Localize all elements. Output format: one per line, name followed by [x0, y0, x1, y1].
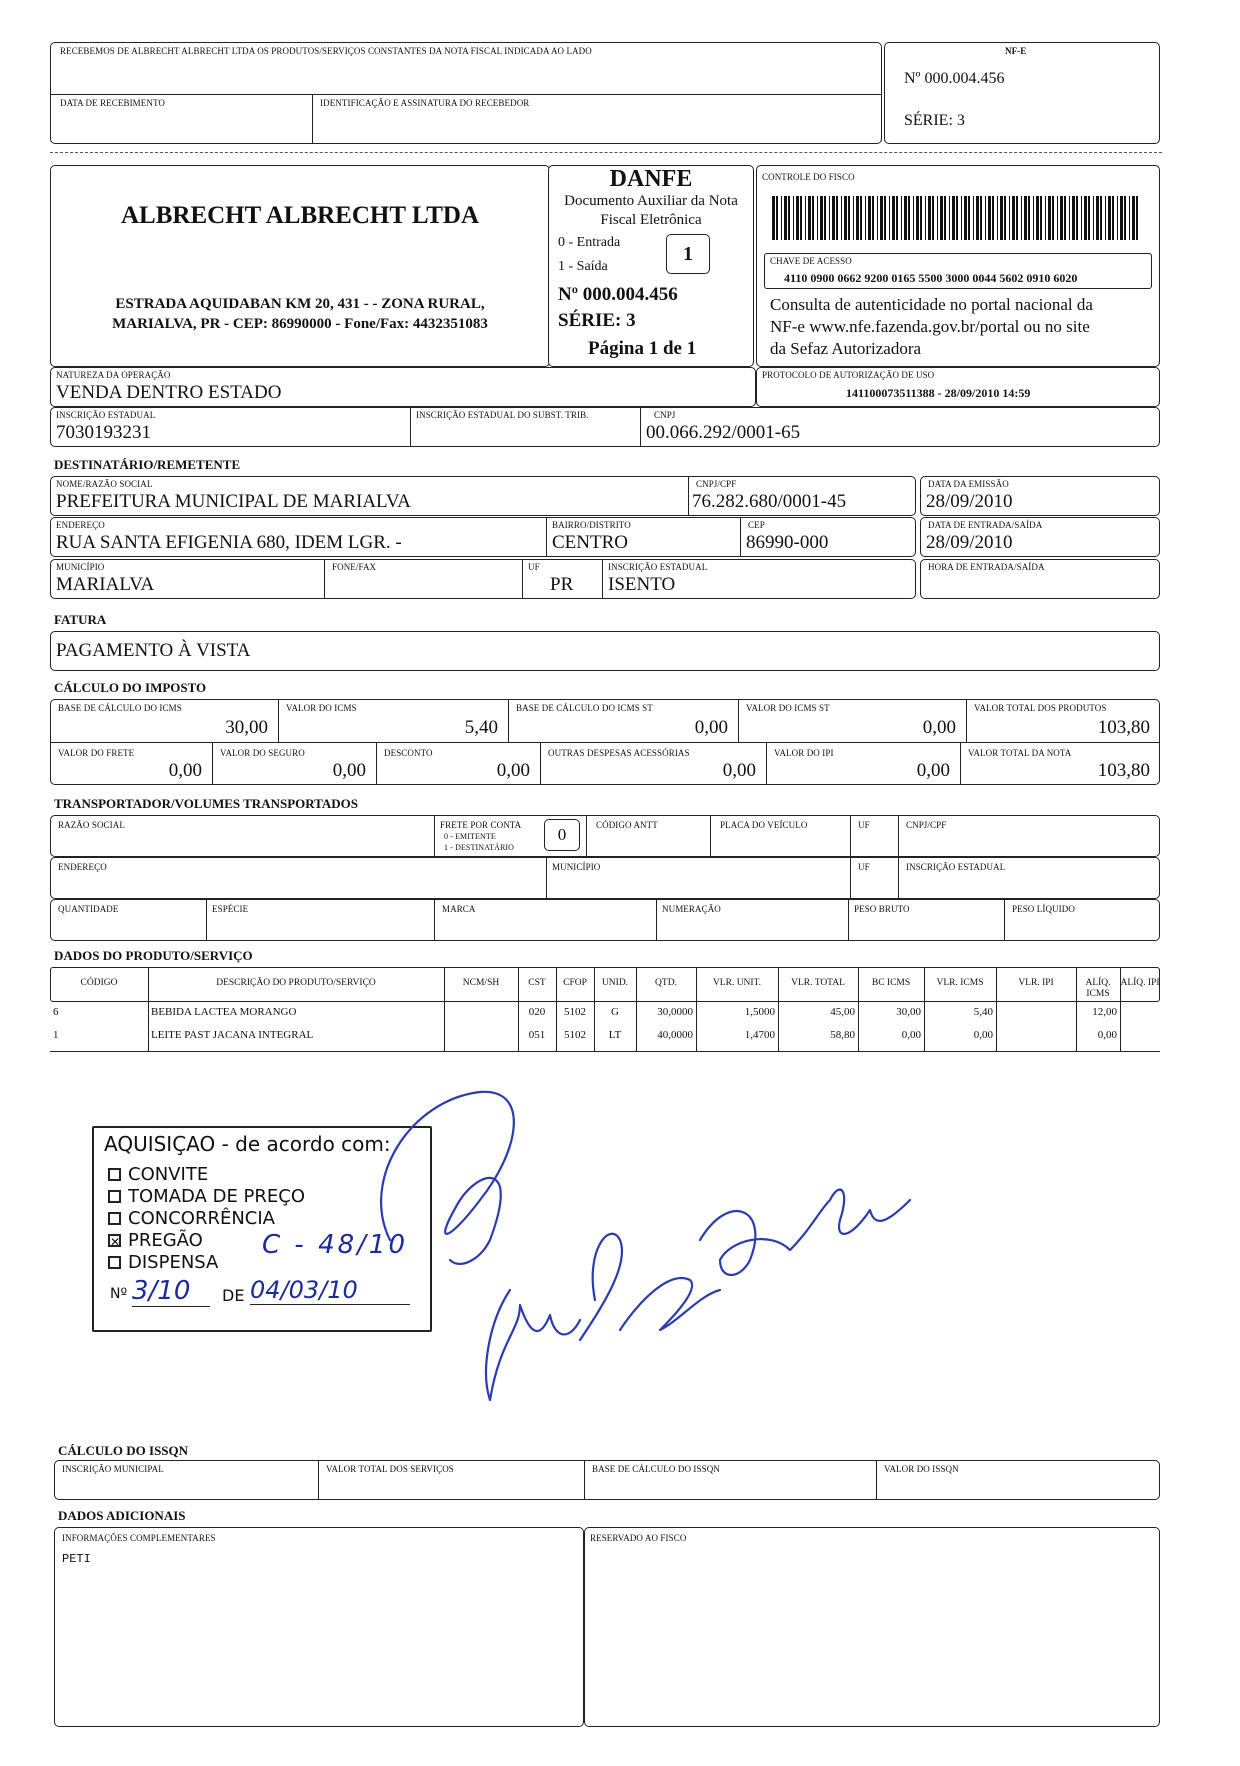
barcode-bar	[1108, 196, 1111, 240]
consulta-linha-3: da Sefaz Autorizadora	[770, 339, 922, 358]
dest-nome-label: NOME/RAZÃO SOCIAL	[56, 479, 153, 489]
barcode-bar	[841, 196, 842, 240]
barcode-bar	[952, 196, 955, 240]
barcode-bar	[1064, 196, 1066, 240]
natureza-label: NATUREZA DA OPERAÇÃO	[56, 370, 171, 380]
carimbo-de-label: DE	[222, 1286, 245, 1305]
danfe-pagina: Página 1 de 1	[588, 338, 697, 359]
dest-row3-divider-2	[522, 559, 523, 599]
produtos-header-cell: CFOP	[563, 978, 587, 988]
dest-endereco: RUA SANTA EFIGENIA 680, IDEM LGR. -	[56, 532, 402, 553]
imposto-r1-value: 0,00	[694, 717, 728, 738]
barcode-bar	[892, 196, 895, 240]
barcode-bar	[937, 196, 938, 240]
barcode-bar	[1136, 196, 1138, 240]
barcode-bar	[985, 196, 986, 240]
canhoto-recebemos-text: RECEBEMOS DE ALBRECHT ALBRECHT LTDA OS PRODUTOS/SERVIÇOS CONSTANTES DA NOTA FISCAL INDICADA AO LADO	[60, 46, 592, 56]
danfe-subtitle-1: Documento Auxiliar da Nota	[564, 193, 738, 209]
transp-r1-d1	[434, 815, 435, 857]
barcode-bar	[1105, 196, 1106, 240]
imposto-r1-label: BASE DE CÁLCULO DO ICMS	[58, 703, 182, 713]
barcode-bar	[1081, 196, 1082, 240]
ie-value: 7030193231	[56, 422, 151, 443]
consulta-linha-2: NF-e www.nfe.fazenda.gov.br/portal ou no site	[770, 317, 1090, 336]
canhoto-box	[50, 42, 882, 144]
section-issqn: CÁLCULO DO ISSQN	[58, 1443, 189, 1458]
barcode-bar	[1076, 196, 1078, 240]
canhoto-identificacao-label: IDENTIFICAÇÃO E ASSINATURA DO RECEBEDOR	[320, 98, 530, 108]
controle-fisco-label: CONTROLE DO FISCO	[762, 172, 855, 182]
barcode-bar	[920, 196, 922, 240]
barcode-bar	[1033, 196, 1034, 240]
barcode-bar	[980, 196, 982, 240]
produtos-header-cell: CÓDIGO	[80, 978, 118, 988]
info-complementares-label: INFORMAÇÕES COMPLEMENTARES	[62, 1533, 216, 1543]
barcode-bar	[904, 196, 907, 240]
barcode-bar	[1124, 196, 1126, 240]
dest-endereco-label: ENDEREÇO	[56, 520, 105, 530]
produtos-header-cell: VLR. TOTAL	[791, 978, 845, 988]
emitente-box	[50, 165, 550, 367]
imposto-r1-label: BASE DE CÁLCULO DO ICMS ST	[516, 703, 653, 713]
protocolo-label: PROTOCOLO DE AUTORIZAÇÃO DE USO	[762, 370, 935, 380]
produtos-cell: 58,80	[830, 1029, 855, 1041]
natureza-value: VENDA DENTRO ESTADO	[56, 382, 282, 403]
barcode-bar	[925, 196, 926, 240]
imposto-r2-value: 0,00	[722, 760, 756, 781]
barcode-bar	[865, 196, 866, 240]
dest-bairro: CENTRO	[552, 532, 628, 553]
emitente-endereco-2: MARIALVA, PR - CEP: 86990000 - Fone/Fax: 4432351083	[112, 316, 488, 332]
produtos-cell: 5102	[564, 1029, 586, 1041]
dest-row2-divider-2	[740, 517, 741, 557]
barcode-bar	[776, 196, 778, 240]
chave-label: CHAVE DE ACESSO	[770, 256, 852, 266]
barcode-bar	[877, 196, 878, 240]
barcode-bar	[832, 196, 835, 240]
imposto-r1-label: VALOR DO ICMS ST	[746, 703, 830, 713]
issqn-label: VALOR DO ISSQN	[884, 1464, 959, 1474]
barcode-bar	[968, 196, 970, 240]
ie-divider-1	[410, 407, 411, 447]
danfe-tipo-box: 1	[666, 234, 710, 274]
transp-endereco-label: ENDEREÇO	[58, 862, 107, 872]
produtos-cell: BEBIDA LACTEA MORANGO	[151, 1006, 297, 1018]
cut-line	[50, 152, 1162, 153]
issqn-label: BASE DE CÁLCULO DO ISSQN	[592, 1464, 720, 1474]
transp-r3-d2	[434, 899, 435, 941]
barcode-bar	[1000, 196, 1003, 240]
produtos-cell: 1	[53, 1029, 59, 1041]
dest-row1-divider	[688, 476, 689, 516]
dest-uf: PR	[550, 574, 574, 595]
barcode-bar	[976, 196, 979, 240]
barcode-bar	[932, 196, 934, 240]
produtos-cell: 020	[528, 1006, 546, 1018]
dest-hora-label: HORA DE ENTRADA/SAÍDA	[928, 562, 1045, 572]
barcode-bar	[772, 196, 775, 240]
ie-st-label: INSCRIÇÃO ESTADUAL DO SUBST. TRIB.	[416, 410, 589, 420]
produtos-header-cell: NCM/SH	[462, 978, 500, 988]
barcode-bar	[1028, 196, 1030, 240]
produtos-cell: 30,0000	[657, 1006, 693, 1018]
imposto-r2-label: DESCONTO	[384, 748, 433, 758]
barcode-bar	[956, 196, 958, 240]
transp-peso-bruto-label: PESO BRUTO	[854, 904, 910, 914]
section-imposto: CÁLCULO DO IMPOSTO	[54, 680, 207, 695]
issqn-label: INSCRIÇÃO MUNICIPAL	[62, 1464, 164, 1474]
barcode-bar	[1084, 196, 1087, 240]
dest-row3-divider-1	[324, 559, 325, 599]
dest-cnpj-label: CNPJ/CPF	[696, 479, 737, 489]
barcode-bar	[928, 196, 931, 240]
signature-scribble	[370, 1090, 1010, 1450]
barcode-bar	[1069, 196, 1070, 240]
barcode-bar	[916, 196, 919, 240]
cnpj-emitente-value: 00.066.292/0001-65	[646, 422, 801, 443]
reservado-fisco-box	[584, 1527, 1160, 1727]
canhoto-numero: Nº 000.004.456	[904, 70, 1005, 87]
barcode-bar	[896, 196, 898, 240]
barcode-bar	[1048, 196, 1051, 240]
transp-r2-d1	[546, 857, 547, 899]
dest-row3-divider-3	[602, 559, 603, 599]
transp-uf-label: UF	[858, 820, 870, 830]
carimbo-opcao-label: CONCORRÊNCIA	[128, 1208, 275, 1229]
produtos-cell: 6	[53, 1006, 59, 1018]
barcode-bar	[1132, 196, 1135, 240]
barcode-bar	[781, 196, 782, 240]
barcode-bar	[1088, 196, 1090, 240]
barcode-bar	[853, 196, 854, 240]
produtos-cell: 0,00	[901, 1029, 921, 1041]
produtos-cell: 12,00	[1092, 1006, 1117, 1018]
transp-peso-liquido-label: PESO LÍQUIDO	[1012, 904, 1075, 914]
issqn-divider	[584, 1460, 585, 1500]
barcode-bar	[1100, 196, 1102, 240]
transp-r3-d3	[656, 899, 657, 941]
transp-r3-d5	[1004, 899, 1005, 941]
barcode-bar	[997, 196, 998, 240]
transp-frete-label: FRETE POR CONTA	[440, 820, 522, 830]
danfe-entrada: 0 - Entrada	[558, 235, 621, 250]
imposto-r2-label: OUTRAS DESPESAS ACESSÓRIAS	[548, 748, 690, 758]
carimbo-opcao-label: CONVITE	[128, 1164, 209, 1185]
danfe-subtitle-2: Fiscal Eletrônica	[600, 212, 702, 228]
produtos-cell: 051	[528, 1029, 546, 1041]
imposto-r2-value: 0,00	[496, 760, 530, 781]
barcode-bar	[1120, 196, 1123, 240]
dest-row2-divider-1	[546, 517, 547, 557]
barcode-bar	[884, 196, 886, 240]
barcode-bar	[829, 196, 830, 240]
protocolo-value: 141100073511388 - 28/09/2010 14:59	[846, 386, 1031, 400]
barcode-bar	[844, 196, 847, 240]
barcode-bar	[1117, 196, 1118, 240]
section-produtos: DADOS DO PRODUTO/SERVIÇO	[54, 948, 253, 963]
barcode-bar	[949, 196, 950, 240]
danfe-serie: SÉRIE: 3	[558, 310, 636, 331]
barcode-bar	[784, 196, 787, 240]
barcode-bar	[860, 196, 862, 240]
imposto-r2-value: 0,00	[916, 760, 950, 781]
barcode-bar	[856, 196, 859, 240]
transp-frete-opt1: 1 - DESTINATÁRIO	[444, 843, 515, 852]
canhoto-data-recebimento-label: DATA DE RECEBIMENTO	[60, 98, 166, 108]
produtos-cell: 1,4700	[744, 1029, 775, 1041]
carimbo-checkbox	[108, 1168, 121, 1181]
imposto-r1-label: VALOR TOTAL DOS PRODUTOS	[974, 703, 1107, 713]
dest-uf-label: UF	[528, 562, 540, 572]
barcode-bar	[1045, 196, 1046, 240]
section-transportador: TRANSPORTADOR/VOLUMES TRANSPORTADOS	[54, 796, 359, 811]
barcode	[772, 196, 1142, 240]
fatura-valor: PAGAMENTO À VISTA	[56, 640, 251, 661]
produtos-cell: 1,5000	[744, 1006, 775, 1018]
imposto-r1-label: VALOR DO ICMS	[286, 703, 357, 713]
carimbo-checkbox	[108, 1212, 121, 1225]
barcode-bar	[1093, 196, 1094, 240]
barcode-bar	[1096, 196, 1099, 240]
reservado-fisco-label: RESERVADO AO FISCO	[590, 1533, 687, 1543]
produtos-header-cell: ALÍQ. ICMS	[1085, 978, 1111, 999]
barcode-bar	[944, 196, 946, 240]
ie-label: INSCRIÇÃO ESTADUAL	[56, 410, 156, 420]
emitente-nome: ALBRECHT ALBRECHT LTDA	[121, 202, 479, 229]
barcode-bar	[1016, 196, 1018, 240]
barcode-bar	[793, 196, 794, 240]
canhoto-serie: SÉRIE: 3	[904, 112, 965, 129]
danfe-numero: Nº 000.004.456	[558, 284, 678, 305]
carimbo-opcao-label: DISPENSA	[128, 1252, 219, 1273]
produtos-header-cell: CST	[528, 978, 546, 988]
imposto-r2-label: VALOR DO FRETE	[58, 748, 135, 758]
transp-uf2-label: UF	[858, 862, 870, 872]
imposto-r2-value: 103,80	[1097, 760, 1150, 781]
dest-cep-label: CEP	[748, 520, 765, 530]
transp-ie-label: INSCRIÇÃO ESTADUAL	[906, 862, 1006, 872]
imposto-r2-value: 0,00	[332, 760, 366, 781]
barcode-bar	[788, 196, 790, 240]
barcode-bar	[1052, 196, 1054, 240]
chave-acesso: 4110 0900 0662 9200 0165 5500 3000 0044 5602 0910 6020	[784, 271, 1078, 285]
info-complementares-box	[54, 1527, 584, 1727]
section-fatura: FATURA	[54, 612, 107, 627]
barcode-bar	[908, 196, 910, 240]
imposto-r2-value: 0,00	[168, 760, 202, 781]
imposto-r1-value: 103,80	[1097, 717, 1150, 738]
produtos-cell: 40,0000	[657, 1029, 693, 1041]
barcode-bar	[812, 196, 814, 240]
carimbo-data: 04/03/10	[250, 1276, 410, 1305]
barcode-bar	[1024, 196, 1027, 240]
transp-r2-d2	[850, 857, 851, 899]
transp-r1-d5	[898, 815, 899, 857]
consulta-linha-1: Consulta de autenticidade no portal nacional da	[770, 295, 1093, 314]
barcode-bar	[1040, 196, 1042, 240]
dest-emissao: 28/09/2010	[926, 491, 1013, 512]
dest-emissao-label: DATA DA EMISSÃO	[928, 479, 1009, 489]
produtos-cell: G	[611, 1006, 619, 1018]
issqn-label: VALOR TOTAL DOS SERVIÇOS	[326, 1464, 454, 1474]
barcode-bar	[901, 196, 902, 240]
barcode-bar	[808, 196, 811, 240]
transp-frete-box: 0	[544, 819, 580, 851]
barcode-bar	[1072, 196, 1075, 240]
imposto-r1-value: 0,00	[922, 717, 956, 738]
carimbo-titulo: AQUISIÇAO - de acordo com:	[104, 1132, 391, 1156]
transp-especie-label: ESPÉCIE	[212, 904, 249, 914]
barcode-bar	[889, 196, 890, 240]
barcode-bar	[1060, 196, 1063, 240]
imposto-r2-label: VALOR DO IPI	[774, 748, 834, 758]
transp-municipio-label: MUNICÍPIO	[552, 862, 601, 872]
barcode-bar	[880, 196, 883, 240]
section-destinatario: DESTINATÁRIO/REMETENTE	[54, 457, 241, 472]
dest-municipio: MARIALVA	[56, 574, 155, 595]
barcode-bar	[1021, 196, 1022, 240]
dest-fone-label: FONE/FAX	[332, 562, 377, 572]
barcode-bar	[800, 196, 802, 240]
transp-r2-d3	[898, 857, 899, 899]
issqn-divider	[318, 1460, 319, 1500]
barcode-bar	[1004, 196, 1006, 240]
barcode-bar	[820, 196, 823, 240]
carimbo-opcao-label: PREGÃO	[128, 1230, 203, 1251]
produtos-cell: 5,40	[973, 1006, 993, 1018]
transp-cnpj-label: CNPJ/CPF	[906, 820, 947, 830]
dest-ie: ISENTO	[608, 574, 676, 595]
barcode-bar	[848, 196, 850, 240]
barcode-bar	[940, 196, 943, 240]
dest-cnpj: 76.282.680/0001-45	[692, 491, 847, 512]
dest-municipio-label: MUNICÍPIO	[56, 562, 105, 572]
danfe-title: DANFE	[609, 166, 693, 192]
carimbo-checkbox	[108, 1256, 121, 1269]
barcode-bar	[1009, 196, 1010, 240]
transp-quantidade-label: QUANTIDADE	[58, 904, 119, 914]
barcode-bar	[796, 196, 799, 240]
barcode-bar	[1112, 196, 1114, 240]
carimbo-checkbox	[108, 1190, 121, 1203]
transp-razao-label: RAZÃO SOCIAL	[58, 820, 125, 830]
info-complementares-value: PETI	[62, 1552, 91, 1566]
carimbo-opcao-label: TOMADA DE PREÇO	[128, 1186, 306, 1207]
barcode-bar	[964, 196, 967, 240]
produtos-header-cell: BC ICMS	[871, 978, 911, 988]
barcode-bar	[1036, 196, 1039, 240]
imposto-r1-value: 5,40	[464, 717, 498, 738]
transp-placa-label: PLACA DO VEÍCULO	[720, 820, 808, 830]
barcode-bar	[961, 196, 962, 240]
transp-frete-opt0: 0 - EMITENTE	[444, 832, 496, 841]
produtos-header-cell: QTD.	[655, 978, 677, 988]
transp-antt-label: CÓDIGO ANTT	[596, 820, 658, 830]
barcode-bar	[1012, 196, 1015, 240]
carimbo-numero-label: Nº	[110, 1286, 128, 1302]
produtos-cell: 5102	[564, 1006, 586, 1018]
barcode-bar	[824, 196, 826, 240]
barcode-bar	[1057, 196, 1058, 240]
barcode-bar	[868, 196, 871, 240]
transp-r1-d2	[586, 815, 587, 857]
barcode-bar	[836, 196, 838, 240]
dest-row3-main	[50, 559, 916, 599]
carimbo-checkbox: ✕	[110, 1235, 121, 1249]
canhoto-divider	[50, 94, 882, 95]
cnpj-emitente-label: CNPJ	[654, 410, 676, 420]
produtos-header-cell: VLR. IPI	[1018, 978, 1054, 988]
barcode-bar	[992, 196, 994, 240]
produtos-header-cell: DESCRIÇÃO DO PRODUTO/SERVIÇO	[216, 978, 376, 988]
barcode-bar	[988, 196, 991, 240]
imposto-r2-label: VALOR DO SEGURO	[220, 748, 305, 758]
issqn-divider	[876, 1460, 877, 1500]
dest-entrada-saida-label: DATA DE ENTRADA/SAÍDA	[928, 520, 1043, 530]
dest-bairro-label: BAIRRO/DISTRITO	[552, 520, 631, 530]
transp-r3-d4	[848, 899, 849, 941]
transp-r1-d4	[850, 815, 851, 857]
transp-r3-d1	[206, 899, 207, 941]
barcode-bar	[872, 196, 874, 240]
canhoto-vdivider	[312, 94, 313, 144]
produtos-cell: 30,00	[896, 1006, 921, 1018]
dest-ie-label: INSCRIÇÃO ESTADUAL	[608, 562, 708, 572]
produtos-header-cell: ALÍQ. IPI	[1120, 978, 1160, 988]
transp-numeracao-label: NUMERAÇÃO	[662, 904, 721, 914]
ie-box	[50, 407, 1160, 447]
carimbo-numero: 3/10	[132, 1276, 210, 1307]
carimbo-manuscrito: C - 48/10	[262, 1230, 408, 1260]
produtos-cell: LEITE PAST JACANA INTEGRAL	[151, 1029, 314, 1041]
transp-marca-label: MARCA	[442, 904, 476, 914]
imposto-r2-label: VALOR TOTAL DA NOTA	[968, 748, 1072, 758]
produtos-cell: LT	[608, 1029, 622, 1041]
section-adicionais: DADOS ADICIONAIS	[58, 1508, 186, 1523]
produtos-header-cell: VLR. ICMS	[936, 978, 984, 988]
barcode-bar	[817, 196, 818, 240]
barcode-bar	[1129, 196, 1130, 240]
imposto-row-divider	[50, 742, 1160, 743]
transp-r1-d3	[710, 815, 711, 857]
dest-cep: 86990-000	[746, 532, 829, 553]
produtos-header-cell: VLR. UNIT.	[712, 978, 762, 988]
dest-nome: PREFEITURA MUNICIPAL DE MARIALVA	[56, 491, 411, 512]
produtos-cell: 0,00	[1097, 1029, 1117, 1041]
dest-entrada-saida: 28/09/2010	[926, 532, 1013, 553]
barcode-bar	[805, 196, 806, 240]
ie-divider-2	[640, 407, 641, 447]
canhoto-nfe-label: NF-E	[1005, 46, 1027, 56]
imposto-r1-value: 30,00	[225, 717, 268, 738]
produtos-cell: 0,00	[973, 1029, 993, 1041]
barcode-bar	[913, 196, 914, 240]
barcode-bar	[973, 196, 974, 240]
emitente-endereco-1: ESTRADA AQUIDABAN KM 20, 431 - - ZONA RURAL,	[115, 296, 485, 312]
danfe-saida: 1 - Saída	[558, 259, 608, 274]
produtos-header-cell: UNID.	[601, 978, 629, 988]
produtos-cell: 45,00	[830, 1006, 855, 1018]
